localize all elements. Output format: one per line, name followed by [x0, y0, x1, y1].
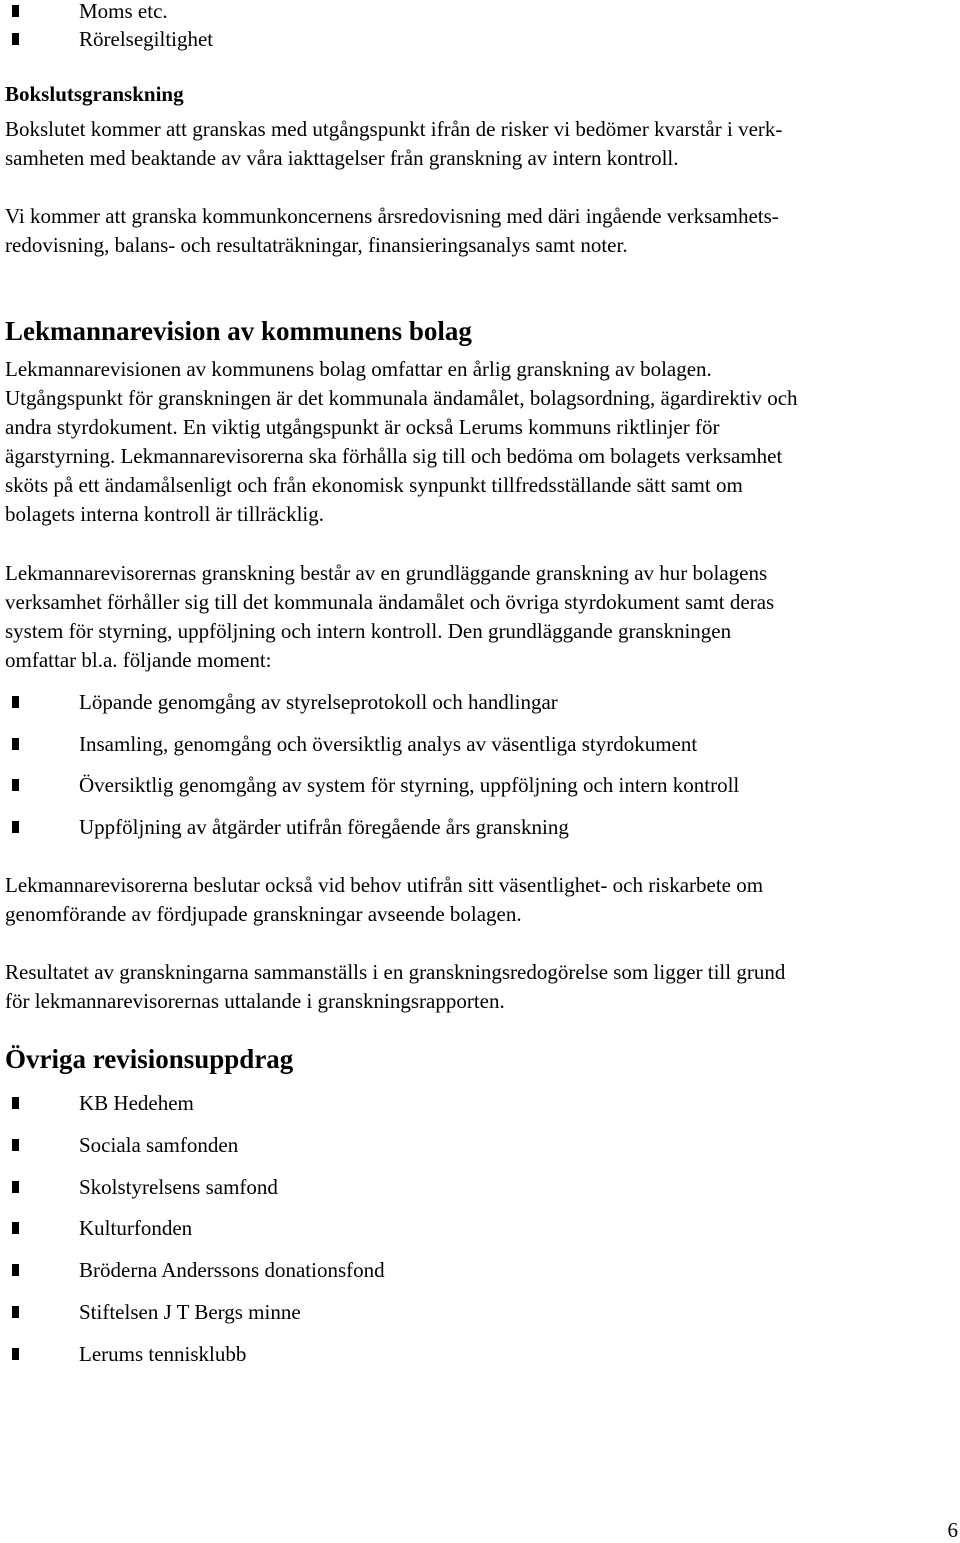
section-heading-bokslut: Bokslutsgranskning — [5, 82, 184, 106]
square-bullet-icon — [12, 696, 19, 708]
paragraph: Lekmannarevisorernas granskning består av en grundläggande granskning av hur bolagens verksamhet förhåller sig till det kommunala ändamålet och övriga styrdokument samt deras system för styrning, uppföljning och intern kontroll. Den grundläggande granskningen omfattar bl.a. följande moment: — [5, 561, 775, 672]
square-bullet-icon — [12, 1097, 19, 1109]
square-bullet-icon — [12, 5, 19, 17]
paragraph: Lekmannarevisionen av kommunens bolag omfattar en årlig granskning av bolagen. Utgångspunkt för granskningen är det kommunala ändamålet, bolagsordning, ägardirektiv och andra styrdokument. En viktig utgångspunkt är också Lerums kommuns riktlinjer för ägarstyrning. Lekmannarevisorerna ska förhålla sig till och bedöma om bolagets verksamhet sköts på ett ändamålsenligt och från ekonomisk synpunkt tillfredsställande sätt samt om bolagets interna kontroll är tillräcklig. — [5, 357, 798, 526]
square-bullet-icon — [12, 1306, 19, 1318]
square-bullet-icon — [12, 1181, 19, 1193]
paragraph: Vi kommer att granska kommunkoncernens årsredovisning med däri ingående verksamhets- redovisning, balans- och resultaträkningar, finansieringsanalys samt noter. — [5, 204, 779, 257]
square-bullet-icon — [12, 1264, 19, 1276]
section-heading-ovriga: Övriga revisionsuppdrag — [5, 1044, 294, 1074]
paragraph: Lekmannarevisorerna beslutar också vid behov utifrån sitt väsentlighet- och riskarbete om genomförande av fördjupade granskningar avseende bolagen. — [5, 873, 764, 926]
square-bullet-icon — [12, 1348, 19, 1360]
page-number: 6 — [947, 1518, 958, 1542]
square-bullet-icon — [12, 1139, 19, 1151]
square-bullet-icon — [12, 779, 19, 791]
section-heading-lekman: Lekmannarevision av kommunens bolag — [5, 316, 472, 346]
paragraph: Bokslutet kommer att granskas med utgångspunkt ifrån de risker vi bedömer kvarstår i verk- samheten med beaktande av våra iakttagelser från granskning av intern kontroll. — [5, 117, 783, 170]
square-bullet-icon — [12, 33, 19, 45]
square-bullet-icon — [12, 821, 19, 833]
square-bullet-icon — [12, 1222, 19, 1234]
square-bullet-icon — [12, 738, 19, 750]
paragraph: Resultatet av granskningarna sammanställs i en granskningsredogörelse som ligger till grund för lekmannarevisorernas uttalande i granskningsrapporten. — [5, 960, 786, 1013]
